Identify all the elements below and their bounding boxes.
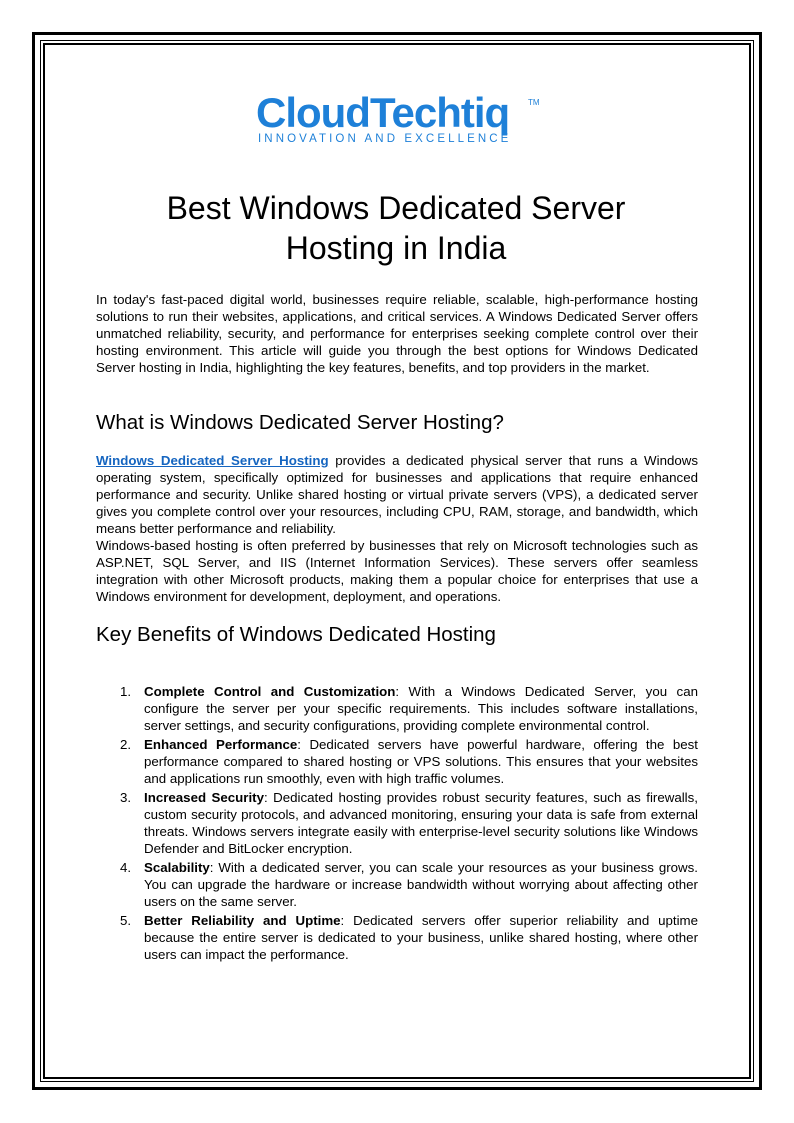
- section1-paragraph-1-text: provides a dedicated physical server that runs a Windows operating system, specifically optimized for businesses and applications that require enhanced performance and security. Unlike shared hosting or virtual private servers (VPS), a dedicated server gives you complete control over your resources, including CPU, RAM, storage, and bandwidth, which means better performance and reliability.: [96, 453, 699, 536]
- windows-dedicated-hosting-link[interactable]: Windows Dedicated Server Hosting: [96, 453, 329, 468]
- company-logo: [256, 89, 546, 150]
- logo-tagline: INNOVATION AND EXCELLENCE: [258, 133, 512, 145]
- list-item-title: Enhanced Performance: [144, 737, 298, 752]
- list-item: [120, 859, 698, 910]
- list-item-text: : With a dedicated server, you can scale your resources as your business grows. You can upgrade the hardware or increase bandwidth without worrying about affecting other users on the same server.: [144, 860, 698, 909]
- list-item-text: : Dedicated servers offer superior reliability and uptime because the entire server is dedicated to your business, unlike shared hosting, where other users can impact the performance.: [144, 913, 698, 962]
- section1-paragraph-2: Windows-based hosting is often preferred by businesses that rely on Microsoft technologies such as ASP.NET, SQL Server, and IIS (Internet Information Services). These servers offer seamless integration with other Microsoft products, making them a popular choice for enterprises that use a Windows environment for development, deployment, and operations.: [96, 538, 698, 604]
- section-heading-what-is: What is Windows Dedicated Server Hosting?: [96, 411, 504, 434]
- list-item: [120, 736, 698, 787]
- title-line-1: Best Windows Dedicated Server: [166, 190, 626, 226]
- section1-paragraph-1: [96, 452, 698, 537]
- intro-paragraph: In today's fast-paced digital world, businesses require reliable, scalable, high-performance hosting solutions to run their websites, applications, and critical services. A Windows Dedicated Server offers unmatched reliability, security, and performance for enterprises seeking complete control over their hosting environment. This article will guide you through the best options for Windows Dedicated Server hosting in India, highlighting the key features, benefits, and top providers in the market.: [96, 292, 698, 375]
- list-item-number: 2.: [120, 737, 132, 752]
- list-item-number: 4.: [120, 860, 132, 875]
- benefits-list: [120, 683, 698, 965]
- list-item: [120, 683, 698, 734]
- list-item-title: Increased Security: [144, 790, 264, 805]
- list-item-text: : Dedicated servers have powerful hardware, offering the best performance compared to shared hosting or VPS solutions. This ensures that your websites and applications run smoothly, even with high traffic volumes.: [144, 737, 698, 786]
- logo-trademark: TM: [528, 98, 540, 107]
- list-item-number: 5.: [120, 913, 132, 928]
- list-item: [120, 789, 698, 857]
- list-item-title: Complete Control and Customization: [144, 684, 396, 699]
- list-item-number: 3.: [120, 790, 132, 805]
- logo-wordmark: CloudTechtiq: [256, 89, 510, 136]
- list-item-title: Better Reliability and Uptime: [144, 913, 341, 928]
- list-item-number: 1.: [120, 684, 132, 699]
- list-item-text: : Dedicated hosting provides robust security features, such as firewalls, custom security protocols, and advanced monitoring, ensuring your data is safe from external threats. Windows servers integrate easily with enterprise-level security solutions like Windows Defender and BitLocker encryption.: [144, 790, 698, 856]
- list-item: [120, 912, 698, 963]
- title-line-2: Hosting in India: [285, 230, 507, 266]
- list-item-title: Scalability: [144, 860, 210, 875]
- page-title: [96, 188, 696, 268]
- section-heading-key-benefits: Key Benefits of Windows Dedicated Hosting: [96, 623, 496, 646]
- list-item-text: : With a Windows Dedicated Server, you can configure the server per your specific requirements. This includes software installations, server settings, and security configurations, providing complete environmental control.: [144, 684, 698, 733]
